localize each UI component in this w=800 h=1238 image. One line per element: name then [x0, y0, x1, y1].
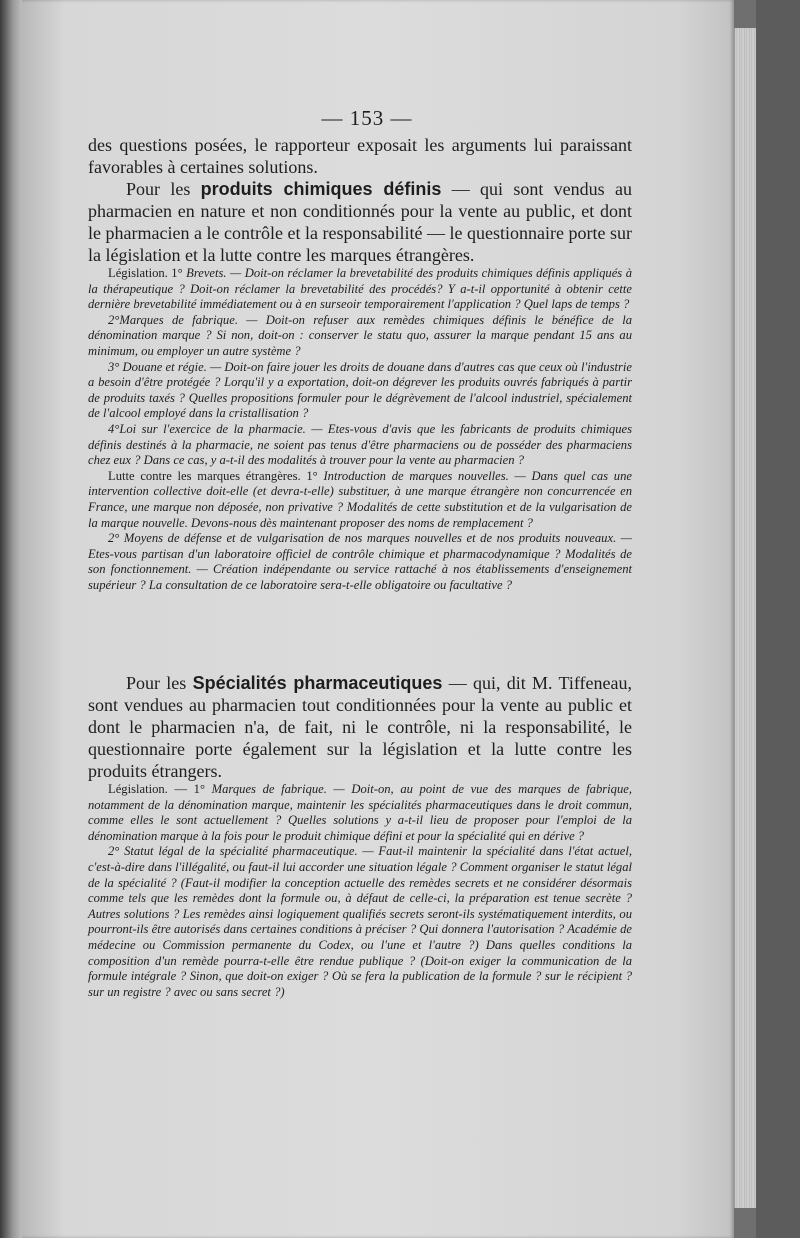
- legislation-douane: 3° Douane et régie. — Doit-on faire jouer les droits de douane dans d'autres cas que ceux où l'industrie a besoin d'être protégée ? Lorqu'il y a exportation, doit-on dégrever les produits ouvrés fabriqués à partir de produits taxés ? Quelles propositions formuler pour le dégrèvement de l'alcool industriel, spécialement de l'alcool employé dans la cristallisation ?: [88, 359, 632, 421]
- page-number: — 153 —: [321, 106, 413, 130]
- legislation-brevets: Législation. 1° Brevets. — Doit-on réclamer la brevetabilité des produits chimiques définis appliqués à la thérapeutique ? Doit-on réclamer la brevetabilité des procédés? Y a-t-il opportunité à obtenir cette dernière brevetabilité immédiatement ou à en surseoir temporairement l'application ? Quel laps de temps ?: [88, 266, 632, 312]
- legislation2-statut: 2° Statut légal de la spécialité pharmaceutique. — Faut-il maintenir la spécialité dans l'état actuel, c'est-à-dire dans l'illégalité, ou faut-il lui accorder une situation légale ? Comment organiser le statut légal de la spécialité ? (Faut-il modifier la conception actuelle des remèdes secrets et ne considérer désormais comme tels que les remèdes dont la formule ou, à défaut de celle-ci, la préparation est tenue secrète ? Autres solutions ? Les remèdes ainsi logiquement qualifiés secrets seront-ils systématiquement interdits, ou pourront-ils être autorisés dans certaines conditions à préciser ? Qui donnera l'autorisation ? Académie de médecine ou Commission permanente du Codex, ou l'une et l'autre ?) Dans quelles conditions la composition d'un remède pourra-t-elle être rendue publique ? (Doit-on exiger la communication de la formule intégrale ? Sinon, que doit-on exiger ? Où se fera la publication de la formule ? sur le récipient ? sur un registre ? avec ou sans secret ?): [88, 844, 632, 999]
- legislation-specialites-section: [88, 782, 632, 1000]
- page-stack-edges: [734, 28, 757, 1208]
- legislation-marques: 2°Marques de fabrique. — Doit-on refuser aux remèdes chimiques définis le bénéfice de la dénomination marque ? Si non, doit-on : conserver le statu quo, assurer la marque pendant 15 ans au minimum, ou employer un autre système ?: [88, 312, 632, 358]
- lutte-moyens: 2° Moyens de défense et de vulgarisation de nos marques nouvelles et de nos produits nouveaux. — Etes-vous partisan d'un laboratoire officiel de contrôle chimique et pharmacodynamique ? Modalités de son fonctionnement. — Création indépendante ou service rattaché à nos établissements d'enseignement supérieur ? La consultation de ce laboratoire sera-t-elle obligatoire ou facultative ?: [88, 531, 632, 592]
- lutte-introduction: Lutte contre les marques étrangères. 1° Introduction de marques nouvelles. — Dans quel cas une intervention collective doit-elle (et devra-t-elle) substituer, à une marque étrangère non concurrencée en France, une marque non déposée, non privative ? Modalités de cette substitution et de la vulgarisation de la marque nouvelle. Devons-nous dès maintenant proposer des noms de remplacement ?: [88, 468, 632, 530]
- legislation-produits-section: [88, 266, 632, 593]
- book-spine-shadow: [0, 0, 22, 1238]
- specialites-section: [88, 672, 632, 782]
- continuation-paragraph: des questions posées, le rapporteur exposait les arguments lui paraissant favorables à certaines solutions.: [88, 135, 632, 177]
- produits-paragraph: Pour les produits chimiques définis — qui sont vendus au pharmacien en nature et non conditionnés pour la vente au public, et dont le pharmacien a le contrôle et la responsabilité — le questionnaire porte sur la législation et la lutte contre les marques étrangères.: [88, 179, 632, 265]
- legislation-loi: 4°Loi sur l'exercice de la pharmacie. — Etes-vous d'avis que les fabricants de produits chimiques définis destinés à la pharmacie, ne soient pas tenus d'être pharmaciens ou de posséder des pharmaciens chez eux ? Dans ce cas, y a-t-il des modalités à trouver pour la vente au pharmacien ?: [88, 421, 632, 468]
- scan-background: [756, 0, 800, 1238]
- specialites-heading: Spécialités pharmaceutiques: [192, 673, 443, 693]
- intro-section: [88, 134, 632, 266]
- specialites-paragraph: Pour les Spécialités pharmaceutiques — qui, dit M. Tiffeneau, sont vendues au pharmacien tout conditionnées pour la vente au public et dont le pharmacien n'a, de fait, ni le contrôle, ni la responsabilité, le questionnaire porte également sur la législation et la lutte contre les produits étrangers.: [88, 673, 632, 781]
- legislation2-marques: Législation. — 1° Marques de fabrique. — Doit-on, au point de vue des marques de fabrique, notamment de la dénomination marque, maintenir les spécialités pharmaceutiques dans le droit commun, comme elles le sont actuellement ? Quelles solutions y a-t-il lieu de proposer pour l'emploi de la dénomination marque à la fois pour le produit chimique défini et pour la spécialité qui en dérive ?: [88, 782, 633, 843]
- produits-heading: produits chimiques définis: [200, 179, 442, 199]
